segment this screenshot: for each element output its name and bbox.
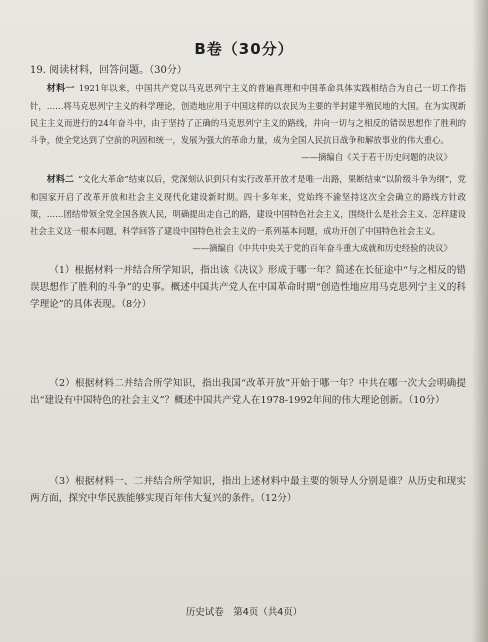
page-edge-shadow bbox=[472, 0, 488, 642]
material-two-label: 材料二 bbox=[46, 175, 74, 185]
sub-question-2: （2）根据材料二并结合所学知识，指出我国“改革开放”开始于哪一年？中共在哪一次大会明确提出“建设有中国特色的社会主义”？概述中国共产党人在1978-1992年间的伟大理论创新。（10分） bbox=[30, 378, 466, 406]
material-two-text: “文化大革命”结束以后，党深刻认识到只有实行改革开放才是唯一出路，果断结束“以阶级斗争为纲”，党和国家开启了改革开放和社会主义现代化建设新时期。四十多年来，党始终不渝坚持这次全会确立的路线方针政策，……团结带领全党全国各族人民，明确提出走自己的路，建设中国特色社会主义，围绕什么是社会主义、怎样建设社会主义这一根本问题，科学回答了建设中国特色社会主义的一系列基本问题，成功开创了中国特色社会主义。 bbox=[30, 174, 466, 236]
sub-question-3: （3）根据材料一、二并结合所学知识，指出上述材料中最主要的领导人分别是谁？从历史和现实两方面，探究中华民族能够实现百年伟大复兴的条件。（12分） bbox=[30, 476, 466, 504]
sub-question-1: （1）根据材料一并结合所学知识，指出该《决议》形成于哪一年？简述在长征途中“与之相反的错误思想作了胜利的斗争”的史事。概述中国共产党人在中国革命时期“创造性地应用马克思列宁主义的科学理论”的具体表现。（8分） bbox=[30, 265, 466, 310]
material-one-source: ——摘编自《关于若干历史问题的决议》 bbox=[301, 152, 452, 162]
question-block bbox=[30, 64, 466, 507]
material-two-source: ——摘编自《中共中央关于党的百年奋斗重大成就和历史经验的决议》 bbox=[192, 243, 452, 253]
material-one bbox=[30, 80, 466, 149]
question-number: 19. bbox=[30, 65, 46, 76]
material-two bbox=[30, 171, 466, 240]
question-prompt: 阅读材料，回答问题。（30分） bbox=[49, 65, 187, 76]
page-footer: 历史试卷 第4页（共4页） bbox=[185, 607, 303, 618]
material-one-text: 1921年以来，中国共产党以马克思列宁主义的普遍真理和中国革命具体实践相结合为自己一切工作指针，……将马克思列宁主义的科学理论，创造地应用于中国这样的以农民为主要的半封建半殖民地的大国。在为实现新民主主义而进行的24年奋斗中，由于坚持了正确的马克思列宁主义的路线，并向一切与之相反的错误思想作了胜利的斗争，使全党达到了空前的巩固和统一，发展为强大的革命力量，成为全国人民抗日战争和解放事业的伟大重心。 bbox=[30, 83, 466, 145]
question-header bbox=[30, 64, 466, 78]
section-title: B卷（30分） bbox=[194, 40, 294, 58]
material-one-label: 材料一 bbox=[46, 84, 75, 94]
